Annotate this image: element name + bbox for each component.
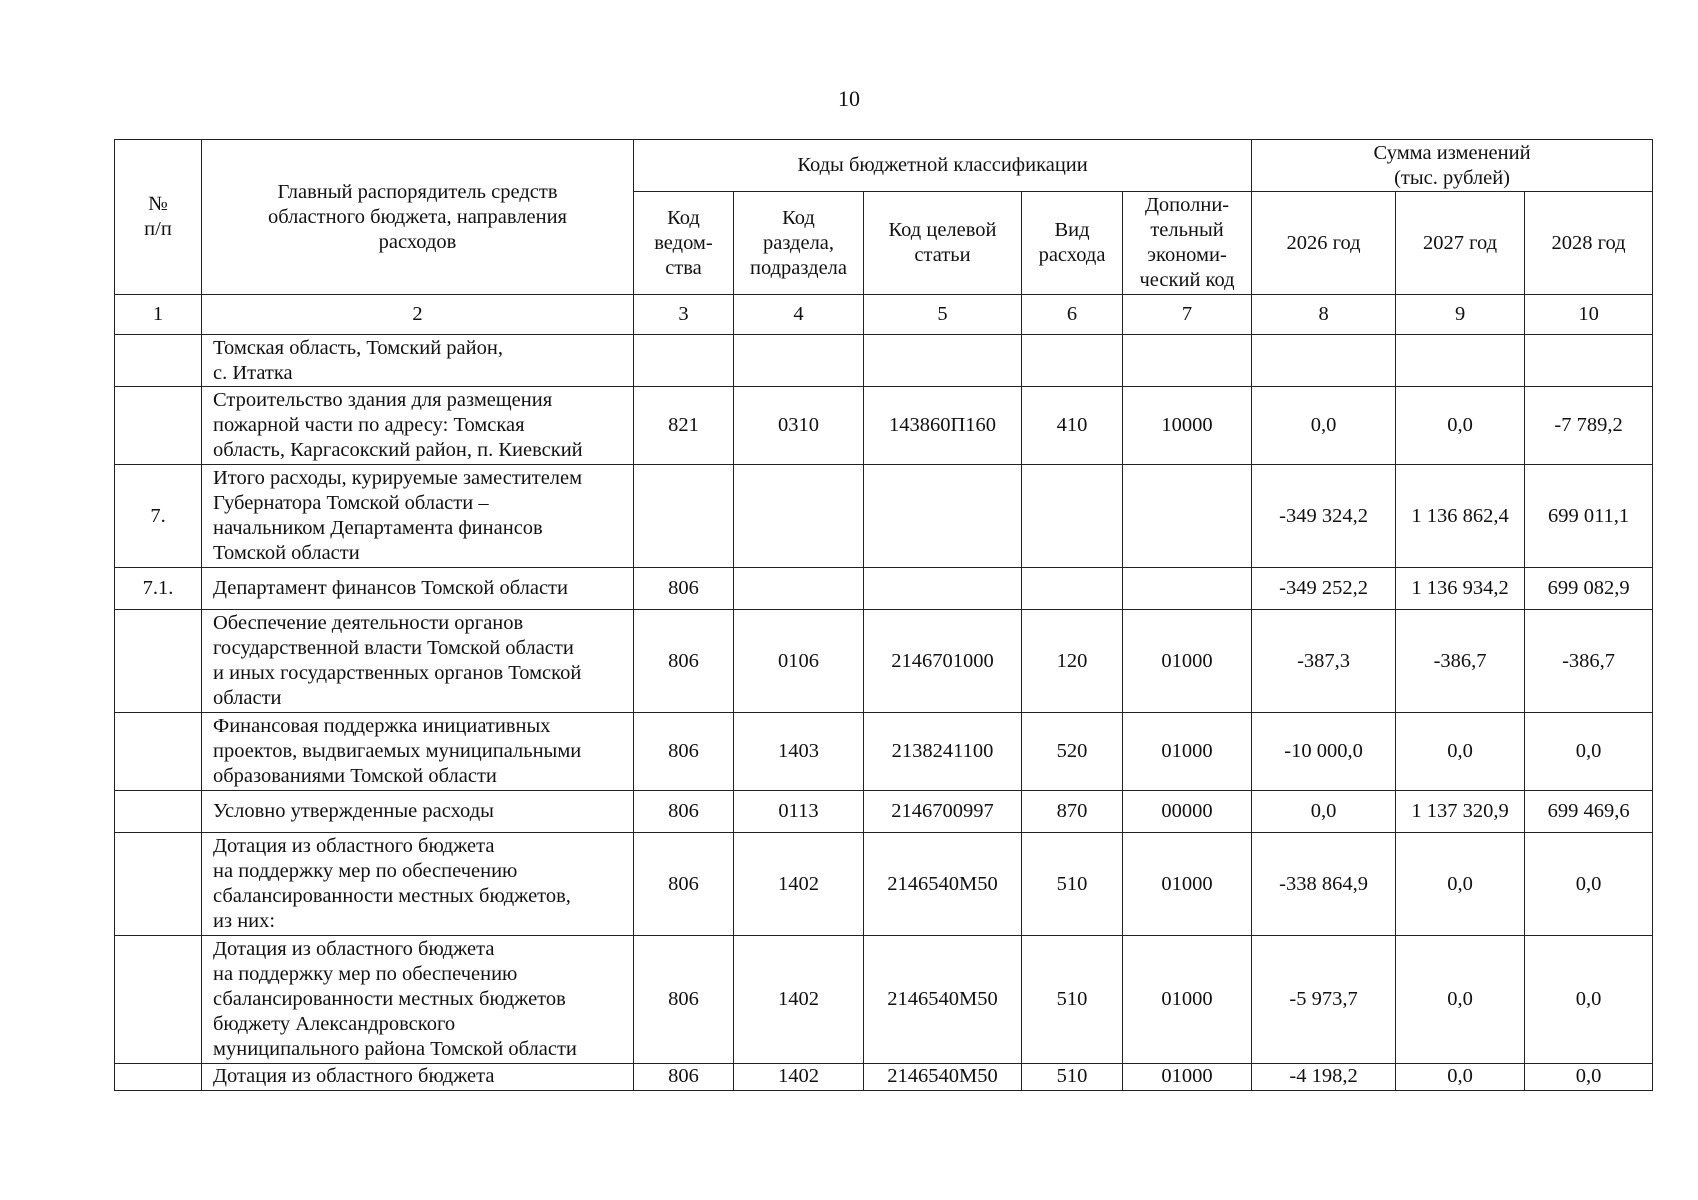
target-code (864, 465, 1022, 568)
column-number: 7 (1123, 295, 1252, 335)
table-row (115, 387, 1653, 465)
column-number: 6 (1022, 295, 1123, 335)
header-year-2026: 2026 год (1252, 192, 1396, 295)
table-row (115, 791, 1653, 833)
sum-2026: -4 198,2 (1252, 1064, 1396, 1091)
sum-2028: 699 469,6 (1525, 791, 1653, 833)
sum-2026 (1252, 335, 1396, 387)
sum-2026: -10 000,0 (1252, 713, 1396, 791)
target-code (864, 335, 1022, 387)
header-dept-code: Код ведом- ства (634, 192, 734, 295)
header-target-code: Код целевой статьи (864, 192, 1022, 295)
row-number (115, 936, 202, 1064)
section-code (734, 568, 864, 610)
sum-2027: 0,0 (1396, 833, 1525, 936)
budget-changes-table (114, 139, 1653, 1091)
dept-code: 806 (634, 610, 734, 713)
sum-2028: -386,7 (1525, 610, 1653, 713)
table-row (115, 568, 1653, 610)
section-code: 0106 (734, 610, 864, 713)
expense-type (1022, 465, 1123, 568)
section-code (734, 465, 864, 568)
expense-type (1022, 568, 1123, 610)
expense-name: Финансовая поддержка инициативных проектов, выдвигаемых муниципальными образованиями Томской области (202, 713, 634, 791)
sum-2028: 699 011,1 (1525, 465, 1653, 568)
table-row (115, 936, 1653, 1064)
column-number: 2 (202, 295, 634, 335)
expense-type: 410 (1022, 387, 1123, 465)
column-number: 10 (1525, 295, 1653, 335)
sum-2027 (1396, 335, 1525, 387)
sum-2027: 0,0 (1396, 387, 1525, 465)
dept-code (634, 335, 734, 387)
column-number: 1 (115, 295, 202, 335)
section-code: 1402 (734, 936, 864, 1064)
target-code: 2146540М50 (864, 936, 1022, 1064)
econ-code: 01000 (1123, 833, 1252, 936)
expense-type: 870 (1022, 791, 1123, 833)
expense-name: Дотация из областного бюджета (202, 1064, 634, 1091)
header-row-number: № п/п (115, 140, 202, 295)
dept-code: 806 (634, 791, 734, 833)
target-code: 2146540М50 (864, 833, 1022, 936)
sum-2028 (1525, 335, 1653, 387)
table-row (115, 465, 1653, 568)
econ-code: 00000 (1123, 791, 1252, 833)
table-row (115, 335, 1653, 387)
expense-type (1022, 335, 1123, 387)
sum-2028: 0,0 (1525, 1064, 1653, 1091)
target-code: 2146700997 (864, 791, 1022, 833)
table-row (115, 833, 1653, 936)
sum-2027: 1 137 320,9 (1396, 791, 1525, 833)
dept-code: 821 (634, 387, 734, 465)
row-number: 7. (115, 465, 202, 568)
section-code: 0113 (734, 791, 864, 833)
row-number (115, 833, 202, 936)
expense-name: Итого расходы, курируемые заместителем Губернатора Томской области – начальником Департамента финансов Томской области (202, 465, 634, 568)
econ-code: 01000 (1123, 1064, 1252, 1091)
expense-type: 510 (1022, 1064, 1123, 1091)
header-expense-type: Вид расхода (1022, 192, 1123, 295)
sum-2026: 0,0 (1252, 791, 1396, 833)
table-row (115, 610, 1653, 713)
page-number: 10 (838, 86, 860, 111)
sum-2026: -338 864,9 (1252, 833, 1396, 936)
row-number (115, 1064, 202, 1091)
econ-code: 01000 (1123, 936, 1252, 1064)
row-number (115, 791, 202, 833)
expense-name: Дотация из областного бюджета на поддержку мер по обеспечению сбалансированности местных бюджетов бюджету Александровского муниципального района Томской области (202, 936, 634, 1064)
expense-name: Условно утвержденные расходы (202, 791, 634, 833)
column-number: 4 (734, 295, 864, 335)
section-code: 0310 (734, 387, 864, 465)
econ-code: 01000 (1123, 713, 1252, 791)
expense-name: Обеспечение деятельности органов государственной власти Томской области и иных государственных органов Томской области (202, 610, 634, 713)
header-sum-changes: Сумма изменений (тыс. рублей) (1252, 140, 1653, 192)
sum-2028: 0,0 (1525, 833, 1653, 936)
target-code (864, 568, 1022, 610)
target-code: 2146701000 (864, 610, 1022, 713)
dept-code: 806 (634, 568, 734, 610)
column-number: 8 (1252, 295, 1396, 335)
target-code: 143860П160 (864, 387, 1022, 465)
expense-type: 510 (1022, 936, 1123, 1064)
expense-name: Строительство здания для размещения пожарной части по адресу: Томская область, Каргасокский район, п. Киевский (202, 387, 634, 465)
header-year-2027: 2027 год (1396, 192, 1525, 295)
column-number-row (115, 295, 1653, 335)
expense-type: 520 (1022, 713, 1123, 791)
sum-2026: 0,0 (1252, 387, 1396, 465)
section-code: 1403 (734, 713, 864, 791)
sum-2027: 0,0 (1396, 713, 1525, 791)
column-number: 5 (864, 295, 1022, 335)
econ-code: 01000 (1123, 610, 1252, 713)
sum-2027: 0,0 (1396, 936, 1525, 1064)
header-budget-codes: Коды бюджетной классификации (634, 140, 1252, 192)
sum-2026: -5 973,7 (1252, 936, 1396, 1064)
row-number (115, 335, 202, 387)
dept-code: 806 (634, 1064, 734, 1091)
econ-code (1123, 465, 1252, 568)
expense-name: Департамент финансов Томской области (202, 568, 634, 610)
dept-code (634, 465, 734, 568)
econ-code (1123, 568, 1252, 610)
row-number (115, 610, 202, 713)
row-number (115, 387, 202, 465)
sum-2028: 0,0 (1525, 936, 1653, 1064)
sum-2027: 1 136 934,2 (1396, 568, 1525, 610)
sum-2027: -386,7 (1396, 610, 1525, 713)
table-row (115, 713, 1653, 791)
header-econ-code: Дополни- тельный экономи- ческий код (1123, 192, 1252, 295)
header-recipient-name: Главный распорядитель средств областного бюджета, направления расходов (202, 140, 634, 295)
section-code: 1402 (734, 833, 864, 936)
table-row (115, 1064, 1653, 1091)
expense-type: 510 (1022, 833, 1123, 936)
sum-2028: -7 789,2 (1525, 387, 1653, 465)
section-code (734, 335, 864, 387)
row-number (115, 713, 202, 791)
sum-2028: 699 082,9 (1525, 568, 1653, 610)
target-code: 2138241100 (864, 713, 1022, 791)
target-code: 2146540М50 (864, 1064, 1022, 1091)
header-year-2028: 2028 год (1525, 192, 1653, 295)
expense-name: Дотация из областного бюджета на поддержку мер по обеспечению сбалансированности местных бюджетов, из них: (202, 833, 634, 936)
expense-type: 120 (1022, 610, 1123, 713)
sum-2027: 0,0 (1396, 1064, 1525, 1091)
sum-2028: 0,0 (1525, 713, 1653, 791)
sum-2026: -387,3 (1252, 610, 1396, 713)
sum-2027: 1 136 862,4 (1396, 465, 1525, 568)
sum-2026: -349 324,2 (1252, 465, 1396, 568)
header-section-code: Код раздела, подраздела (734, 192, 864, 295)
header-row (115, 140, 1653, 192)
column-number: 3 (634, 295, 734, 335)
dept-code: 806 (634, 713, 734, 791)
econ-code: 10000 (1123, 387, 1252, 465)
dept-code: 806 (634, 936, 734, 1064)
row-number: 7.1. (115, 568, 202, 610)
sum-2026: -349 252,2 (1252, 568, 1396, 610)
expense-name: Томская область, Томский район, с. Итатка (202, 335, 634, 387)
section-code: 1402 (734, 1064, 864, 1091)
dept-code: 806 (634, 833, 734, 936)
column-number: 9 (1396, 295, 1525, 335)
econ-code (1123, 335, 1252, 387)
